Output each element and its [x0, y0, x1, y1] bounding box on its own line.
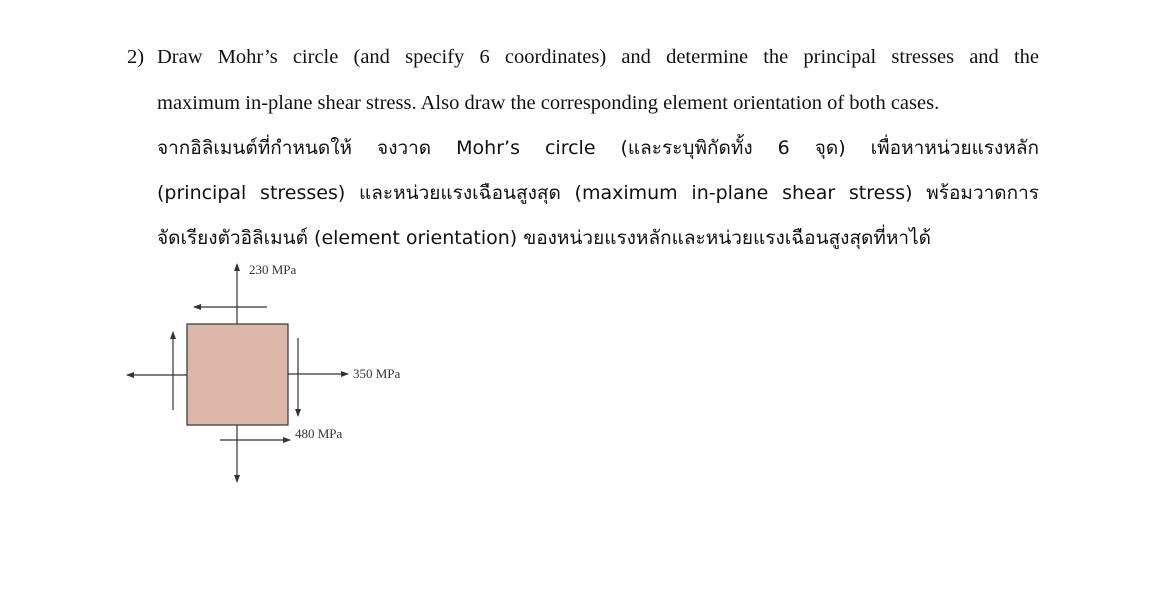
label-480-mpa: 480 MPa	[295, 426, 343, 441]
label-230-mpa: 230 MPa	[249, 262, 297, 277]
question-text-english-line-2: maximum in-plane shear stress. Also draw the corresponding element orientation of both cases.	[157, 92, 940, 114]
stress-element-diagram	[110, 250, 440, 490]
question-text-english-line-1: Draw Mohr’s circle (and specify 6 coordinates) and determine the principal stresses and the	[157, 46, 1039, 68]
question-text-thai-line-3: จัดเรียงตัวอิลิเมนต์ (element orientation) ของหน่วยแรงหลักและหน่วยแรงเฉือนสูงสุดที่หาได้	[157, 227, 931, 249]
question-text-thai-line-2: (principal stresses) และหน่วยแรงเฉือนสูงสุด (maximum in-plane shear stress) พร้อมวาดการ	[157, 182, 1039, 204]
stress-element-square	[187, 324, 288, 425]
label-350-mpa: 350 MPa	[353, 366, 401, 381]
question-text-thai-line-1: จากอิลิเมนต์ที่กำหนดให้ จงวาด Mohr’s circle (และระบุพิกัดทั้ง 6 จุด) เพื่อหาหน่วยแรงหลัก	[157, 137, 1039, 159]
question-number: 2)	[127, 46, 145, 68]
stress-element-figure	[110, 250, 440, 490]
